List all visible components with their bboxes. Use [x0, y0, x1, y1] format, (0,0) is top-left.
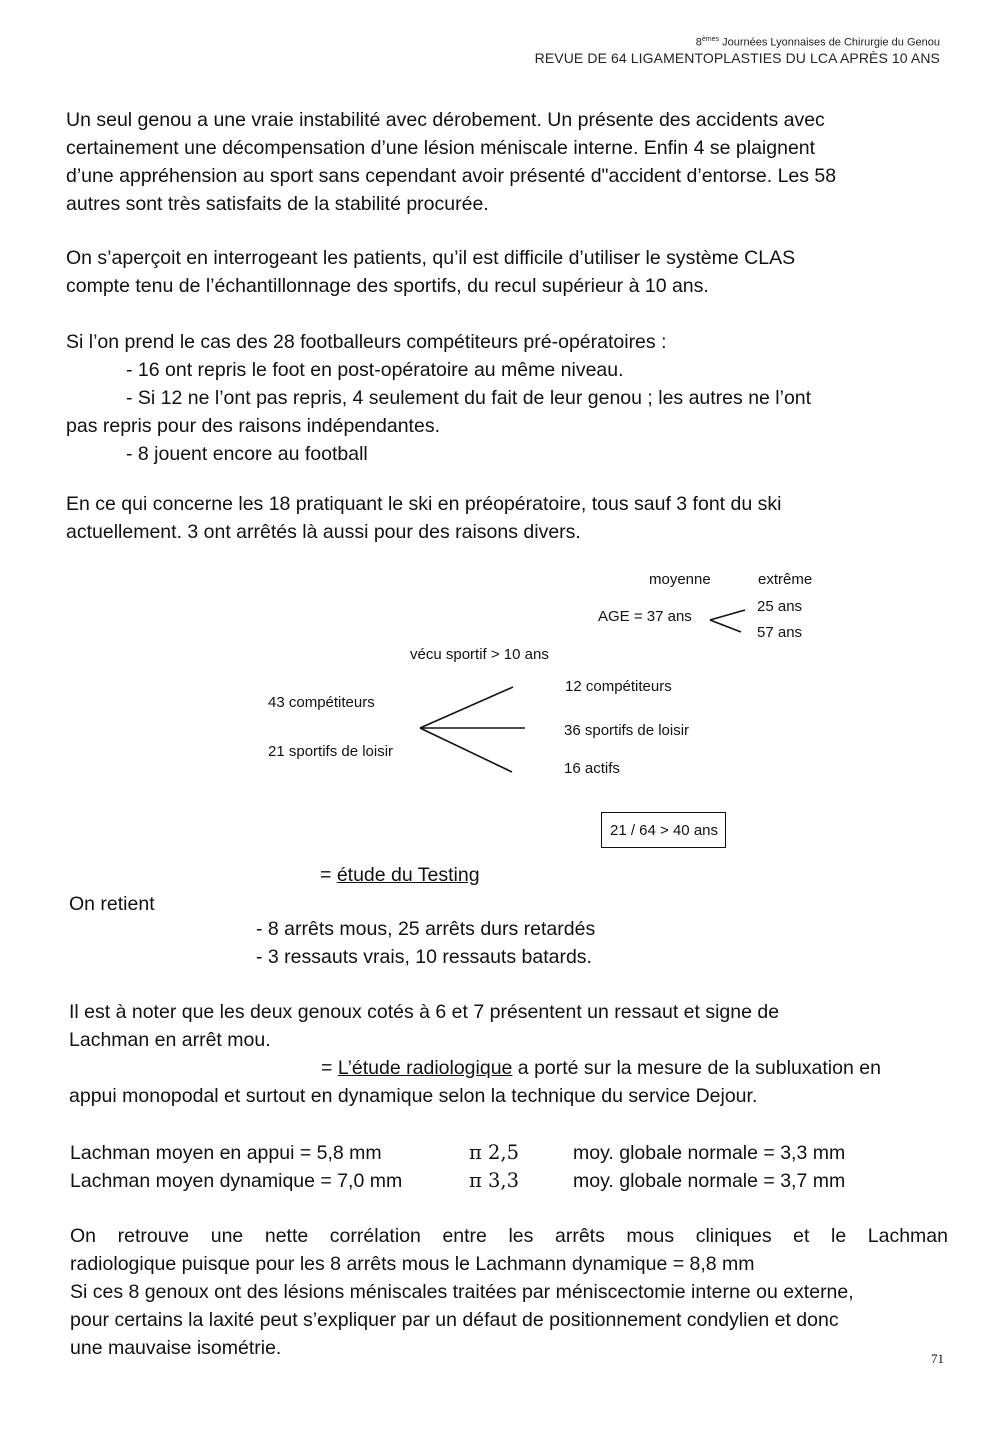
label-left-loisir: 21 sportifs de loisir	[268, 743, 394, 760]
testing-results	[256, 915, 595, 971]
text-line: Si l’on prend le cas des 28 footballeurs compétiteurs pré-opératoires :	[66, 331, 667, 353]
text-line: pour certains la laxité peut s’expliquer par un défaut de positionnement condylien et donc	[70, 1309, 839, 1331]
paragraph-correlation	[70, 1222, 948, 1362]
event-name: Journées Lyonnaises de Chirurgie du Genou	[719, 36, 940, 49]
label-right-actifs: 16 actifs	[564, 760, 620, 777]
running-header-title: REVUE DE 64 LIGAMENTOPLASTIES DU LCA APRÈS 10 ANS	[534, 50, 940, 66]
text-line: radiologique puisque pour les 8 arrêts mous le Lachmann dynamique = 8,8 mm	[70, 1253, 755, 1275]
text-line: On s’aperçoit en interrogeant les patients, qu’il est difficile d’utiliser le système CLAS	[66, 247, 796, 269]
paragraph-lachman-note	[69, 998, 945, 1054]
boxed-stat: 21 / 64 > 40 ans	[601, 812, 726, 848]
bullet-item: - 16 ont repris le foot en post-opératoire au même niveau.	[126, 359, 624, 381]
measure-sd: π 3,3	[469, 1169, 520, 1192]
label-right-loisir: 36 sportifs de loisir	[564, 722, 690, 739]
label-age: AGE = 37 ans	[598, 608, 692, 625]
text-line	[69, 1054, 949, 1082]
label-age-max: 57 ans	[757, 624, 803, 641]
text-line: Un seul genou a une vraie instabilité avec dérobement. Un présente des accidents avec	[66, 109, 825, 131]
measure-label: Lachman moyen dynamique = 7,0 mm	[70, 1170, 403, 1192]
retient-label: On retient	[69, 893, 155, 915]
measure-norm: moy. globale normale = 3,7 mm	[573, 1170, 846, 1192]
label-age-min: 25 ans	[757, 598, 803, 615]
equals-sign: =	[321, 1057, 338, 1079]
edition-superscript: èmes	[701, 36, 720, 43]
label-extreme: extrême	[758, 571, 813, 588]
label-moyenne: moyenne	[649, 571, 711, 588]
text-line: actuellement. 3 ont arrêtés là aussi pour des raisons divers.	[66, 521, 581, 543]
text-line: On retrouve une nette corrélation entre les arrêts mous cliniques et le Lachman	[70, 1225, 948, 1247]
measure-label: Lachman moyen en appui = 5,8 mm	[70, 1142, 382, 1164]
label-left-competiteurs: 43 compétiteurs	[268, 694, 375, 711]
fan-line-top	[420, 687, 513, 728]
testing-title: étude du Testing	[336, 864, 480, 886]
testing-heading	[320, 861, 480, 889]
text-line: appui monopodal et surtout en dynamique selon la technique du service Dejour.	[69, 1085, 758, 1107]
text-line: En ce qui concerne les 18 pratiquant le ski en préopératoire, tous sauf 3 font du ski	[66, 493, 782, 515]
edition-number: 8	[695, 36, 702, 49]
label-vecu-sportif: vécu sportif > 10 ans	[410, 646, 549, 663]
label-right-competiteurs: 12 compétiteurs	[565, 678, 672, 695]
age-branch-top	[710, 610, 745, 620]
bullet-item: - 8 jouent encore au football	[126, 443, 368, 465]
equals-sign: =	[320, 864, 337, 886]
text-line: Lachman en arrêt mou.	[69, 1029, 271, 1051]
text-line: autres sont très satisfaits de la stabilité procurée.	[66, 193, 489, 215]
age-branch-bottom	[710, 620, 741, 632]
page-number: 71	[931, 1351, 944, 1366]
text-line: pas repris pour des raisons indépendantes.	[66, 415, 440, 437]
radiology-text: a porté sur la mesure de la subluxation en	[512, 1057, 881, 1079]
text-line: une mauvaise isométrie.	[70, 1337, 282, 1359]
radiology-title: L’étude radiologique	[337, 1057, 513, 1079]
paragraph-radiology	[69, 1054, 949, 1110]
text-line: d’une appréhension au sport sans cependant avoir présenté d"accident d’entorse. Les 58	[66, 165, 837, 187]
text-line: Il est à noter que les deux genoux cotés à 6 et 7 présentent un ressaut et signe de	[69, 1001, 780, 1023]
bullet-item: - Si 12 ne l’ont pas repris, 4 seulement du fait de leur genou ; les autres ne l’ont	[126, 387, 812, 409]
text-line: Si ces 8 genoux ont des lésions méniscales traitées par méniscectomie interne ou externe,	[70, 1281, 854, 1303]
text-line: certainement une décompensation d’une lésion méniscale interne. Enfin 4 se plaignent	[66, 137, 816, 159]
text-line: compte tenu de l’échantillonnage des sportifs, du recul supérieur à 10 ans.	[66, 275, 709, 297]
testing-line: - 3 ressauts vrais, 10 ressauts batards.	[256, 946, 592, 968]
fan-line-bottom	[420, 728, 512, 772]
measure-sd: π 2,5	[469, 1141, 520, 1164]
measure-norm: moy. globale normale = 3,3 mm	[573, 1142, 846, 1164]
testing-line: - 8 arrêts mous, 25 arrêts durs retardés	[256, 918, 596, 940]
